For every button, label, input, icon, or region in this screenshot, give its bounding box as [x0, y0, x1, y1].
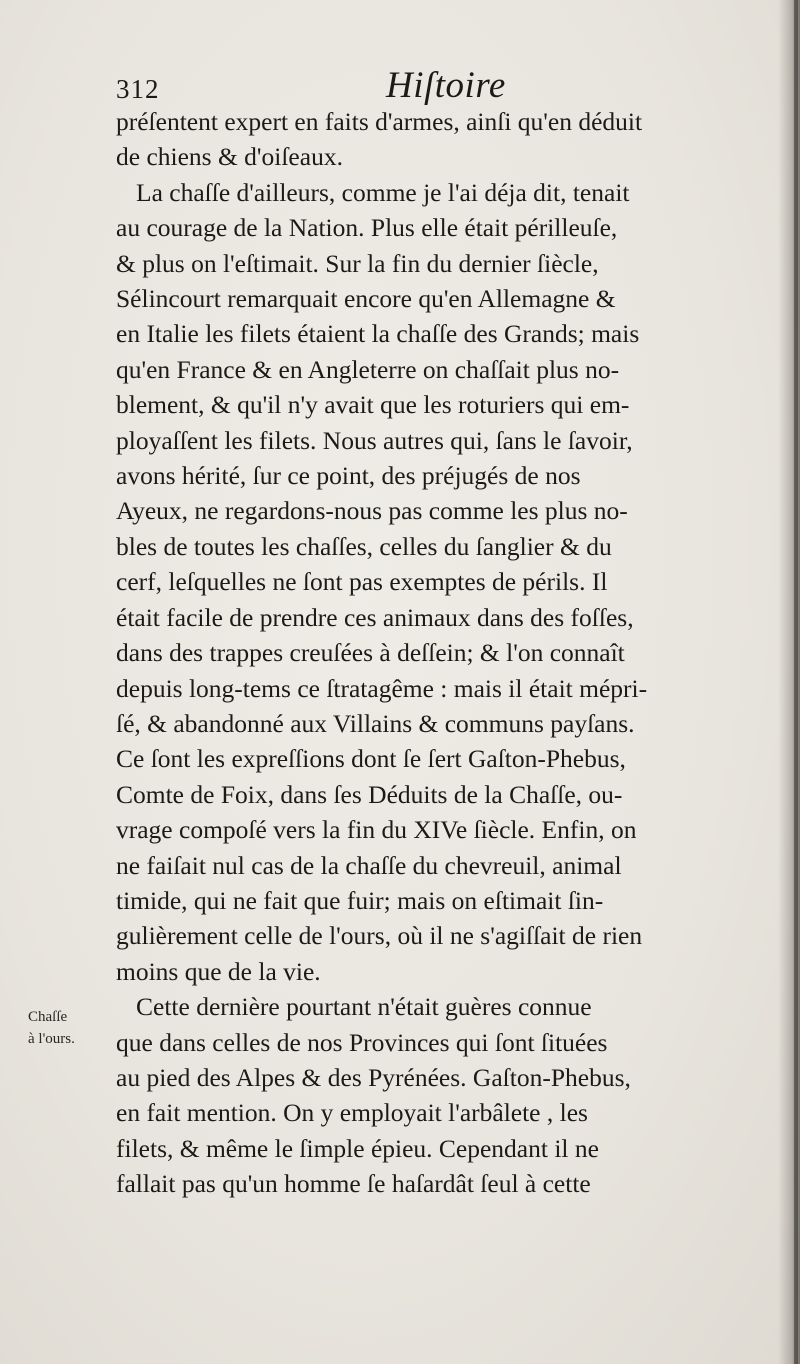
text-line: en Italie les filets étaient la chaſſe des Grands; mais	[116, 319, 640, 349]
text-line: avons hérité, ſur ce point, des préjugés de nos	[116, 461, 581, 491]
text-line: ployaſſent les filets. Nous autres qui, ſans le ſavoir,	[116, 425, 633, 455]
text-line: fallait pas qu'un homme ſe haſardât ſeul à cette	[116, 1169, 591, 1199]
text-line: que dans celles de nos Provinces qui ſont ſituées	[116, 1027, 608, 1057]
text-line: blement, & qu'il n'y avait que les roturiers qui em-	[116, 390, 630, 420]
text-line: ſé, & abandonné aux Villains & communs payſans.	[116, 708, 635, 738]
page-number: 312	[116, 74, 160, 104]
text-line: & plus on l'eſtimait. Sur la fin du dernier ſiècle,	[116, 248, 599, 278]
body-text	[116, 104, 788, 1202]
text-line: timide, qui ne fait que fuir; mais on eſtimait ſin-	[116, 885, 604, 915]
text-line: préſentent expert en faits d'armes, ainſi qu'en déduit	[116, 107, 643, 136]
text-line: dans des trappes creuſées à deſſein; & l'on connaît	[116, 638, 625, 668]
text-line: La chaſſe d'ailleurs, comme je l'ai déja dit, tenait	[136, 177, 630, 207]
text-line: bles de toutes les chaſſes, celles du ſanglier & du	[116, 531, 612, 561]
margin-note-line: Chaſſe	[28, 1009, 68, 1025]
text-line: moins que de la vie.	[116, 956, 321, 986]
running-head: Hiſtoire	[386, 65, 506, 106]
text-line: au courage de la Nation. Plus elle était périlleuſe,	[116, 213, 618, 243]
text-line: Ce ſont les expreſſions dont ſe ſert Gaſton-Phebus,	[116, 744, 626, 774]
text-line: de chiens & d'oiſeaux.	[116, 142, 343, 172]
text-line: Comte de Foix, dans ſes Déduits de la Chaſſe, ou-	[116, 779, 623, 809]
text-line: était facile de prendre ces animaux dans des foſſes,	[116, 602, 634, 632]
text-line: au pied des Alpes & des Pyrénées. Gaſton-Phebus,	[116, 1062, 631, 1092]
text-line: qu'en France & en Angleterre on chaſſait plus no-	[116, 354, 620, 384]
text-line: vrage compoſé vers la fin du XIVe ſiècle. Enfin, on	[116, 815, 637, 845]
margin-note	[28, 1006, 100, 1050]
text-line: cerf, leſquelles ne ſont pas exemptes de périls. Il	[116, 567, 608, 597]
text-line: depuis long-tems ce ſtratagême : mais il était mépri-	[116, 673, 648, 703]
text-line: Ayeux, ne regardons-nous pas comme les plus no-	[116, 496, 628, 526]
text-line: en fait mention. On y employait l'arbâlete , les	[116, 1098, 588, 1128]
text-line: Sélincourt remarquait encore qu'en Allemagne &	[116, 284, 616, 314]
text-line: filets, & même le ſimple épieu. Cependant il ne	[116, 1133, 599, 1163]
page-edge	[794, 0, 798, 1364]
text-line: Cette dernière pourtant n'était guères connue	[136, 992, 592, 1022]
text-line: ne faiſait nul cas de la chaſſe du chevreuil, animal	[116, 850, 622, 880]
margin-note-line: à l'ours.	[28, 1031, 75, 1047]
text-line: gulièrement celle de l'ours, où il ne s'agiſſait de rien	[116, 921, 643, 951]
